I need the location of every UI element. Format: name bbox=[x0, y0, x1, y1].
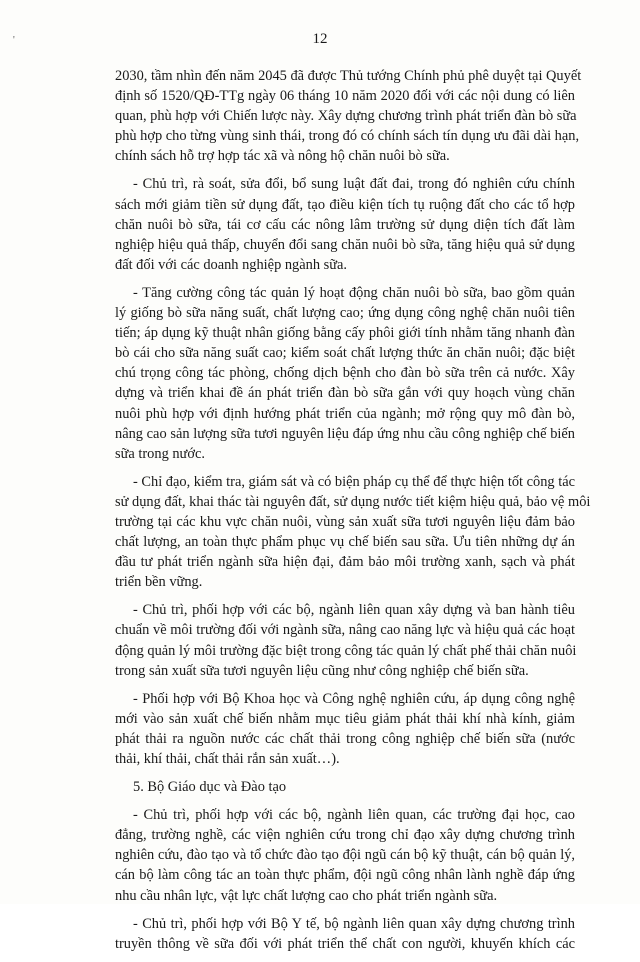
text-line: - Phối hợp với Bộ Khoa học và Công nghệ nghiên cứu, áp dụng công nghệ bbox=[133, 690, 575, 707]
text-line: động quản lý môi trường đặc biệt trong công tác quản lý chất phế thải chăn nuôi bbox=[115, 642, 577, 659]
text-line: chính sách hỗ trợ hợp tác xã và nông hộ chăn nuôi bò sữa. bbox=[115, 148, 450, 165]
paragraph bbox=[115, 689, 575, 769]
text-line: triển bền vững. bbox=[115, 574, 203, 591]
text-line: sử dụng đất, khai thác tài nguyên đất, sử dụng nước tiết kiệm hiệu quả, bảo vệ môi bbox=[115, 493, 591, 510]
page-number: 12 bbox=[312, 31, 328, 47]
text-line: dựng và triển khai đề án phát triển đàn bò sữa gắn với quy hoạch vùng chăn bbox=[115, 385, 575, 402]
text-line: nhu cầu nhân lực, vật lực chất lượng cao cho phát triển ngành sữa. bbox=[115, 887, 498, 904]
text-line: sữa trong nước. bbox=[115, 445, 205, 462]
text-line: - Chủ trì, phối hợp với các bộ, ngành liên quan, các trường đại học, cao bbox=[133, 807, 575, 824]
paragraph bbox=[115, 472, 591, 593]
text-line: nghiên cứu, đào tạo và tổ chức đào tạo đội ngũ cán bộ kỹ thuật, cán bộ quản lý, bbox=[115, 847, 575, 864]
text-line: định số 1520/QĐ-TTg ngày 06 tháng 10 năm 2020 đối với các nội dung có liên bbox=[115, 88, 575, 105]
text-line: thải, khí thải, chất thải rắn sản xuất…). bbox=[115, 751, 340, 767]
text-line: đất đối với các doanh nghiệp ngành sữa. bbox=[115, 256, 348, 273]
paragraph bbox=[115, 283, 575, 464]
corner-mark: ' bbox=[13, 35, 15, 46]
text-line: bò cái cho sữa năng suất cao; kiểm soát chất lượng thức ăn chăn nuôi; đặc biệt bbox=[115, 345, 575, 362]
text-line: lý giống bò sữa năng suất, chất lượng cao; ứng dụng công nghệ chăn nuôi tiên bbox=[115, 305, 575, 322]
text-line: chú trọng công tác phòng, chống dịch bệnh cho đàn bò sữa trên cả nước. Xây bbox=[115, 365, 575, 382]
text-line: cán bộ làm công tác an toàn thực phẩm, đội ngũ công nhân lành nghề đáp ứng bbox=[115, 867, 575, 884]
text-line: phát thải ra nguồn nước các chất thải trong công nghiệp chế biến sữa (nước bbox=[115, 730, 575, 747]
text-line: đẳng, trường nghề, các viện nghiên cứu trong chỉ đạo xây dựng chương trình bbox=[115, 827, 575, 844]
text-line: chăn nuôi bò sữa, tái cơ cấu các nông lâm trường sử dụng diện tích đất làm bbox=[115, 216, 575, 233]
paragraph bbox=[115, 805, 575, 905]
text-line: 2030, tầm nhìn đến năm 2045 đã được Thủ tướng Chính phủ phê duyệt tại Quyết bbox=[115, 68, 582, 84]
text-line: truyền thông về sữa đối với phát triển thể chất con người, khuyến khích các bbox=[115, 935, 575, 952]
paragraph bbox=[115, 600, 575, 680]
text-line: nâng cao sản lượng sữa tươi nguyên liệu đáp ứng nhu cầu công nghiệp chế biến bbox=[115, 425, 575, 442]
text-line: quan, phù hợp với Chiến lược này. Xây dựng chương trình phát triển đàn bò sữa bbox=[115, 108, 577, 125]
text-line: trong sản xuất sữa tươi nguyên liệu cũng như công nghiệp chế biến sữa. bbox=[115, 662, 529, 679]
section-heading bbox=[115, 777, 575, 797]
text-line: sách mới giảm tiền sử dụng đất, tạo điều kiện tích tụ ruộng đất cho các tổ hợp bbox=[115, 196, 575, 213]
text-line: phù hợp cho từng vùng sinh thái, trong đó có chính sách tín dụng ưu đãi dài hạn, bbox=[115, 128, 580, 145]
text-line: mới vào sản xuất chế biến nhằm mục tiêu giảm phát thải khí nhà kính, giảm bbox=[115, 710, 575, 727]
text-line: trường tại các khu vực chăn nuôi, vùng sản xuất sữa tươi nguyên liệu đảm bảo bbox=[115, 513, 575, 530]
text-line: - Chủ trì, phối hợp với các bộ, ngành liên quan xây dựng và ban hành tiêu bbox=[133, 602, 575, 619]
text-line: chất lượng, an toàn thực phẩm phục vụ chế biến sau sữa. Ưu tiên những dự án bbox=[115, 534, 575, 551]
text-line: chuẩn về môi trường đối với ngành sữa, nâng cao năng lực và hiệu quả các hoạt bbox=[115, 622, 575, 639]
paragraph bbox=[115, 66, 582, 166]
paragraph bbox=[115, 174, 575, 274]
text-line: nuôi phù hợp với định hướng phát triển của ngành; mở rộng quy mô đàn bò, bbox=[115, 405, 575, 422]
text-line: - Chủ trì, rà soát, sửa đổi, bổ sung luật đất đai, trong đó nghiên cứu chính bbox=[133, 176, 575, 193]
text-line: đầu tư phát triển ngành sữa hiện đại, đảm bảo môi trường xanh, sạch và phát bbox=[115, 554, 575, 571]
paragraph bbox=[115, 914, 575, 954]
text-line: nghiệp hiệu quả thấp, chuyển đổi sang chăn nuôi bò sữa, tăng hiệu quả sử dụng bbox=[115, 236, 575, 253]
text-line: - Chủ trì, phối hợp với Bộ Y tế, bộ ngành liên quan xây dựng chương trình bbox=[133, 915, 575, 932]
text-line: 5. Bộ Giáo dục và Đào tạo bbox=[133, 779, 287, 796]
text-line: - Tăng cường công tác quản lý hoạt động chăn nuôi bò sữa, bao gồm quản bbox=[133, 284, 575, 301]
text-line: tiến; áp dụng kỹ thuật nhân giống bằng cấy phôi giới tính nhằm tăng nhanh đàn bbox=[115, 325, 575, 342]
document-body bbox=[115, 66, 591, 962]
text-line: - Chỉ đạo, kiểm tra, giám sát và có biện pháp cụ thể để thực hiện tốt công tác bbox=[133, 473, 575, 490]
